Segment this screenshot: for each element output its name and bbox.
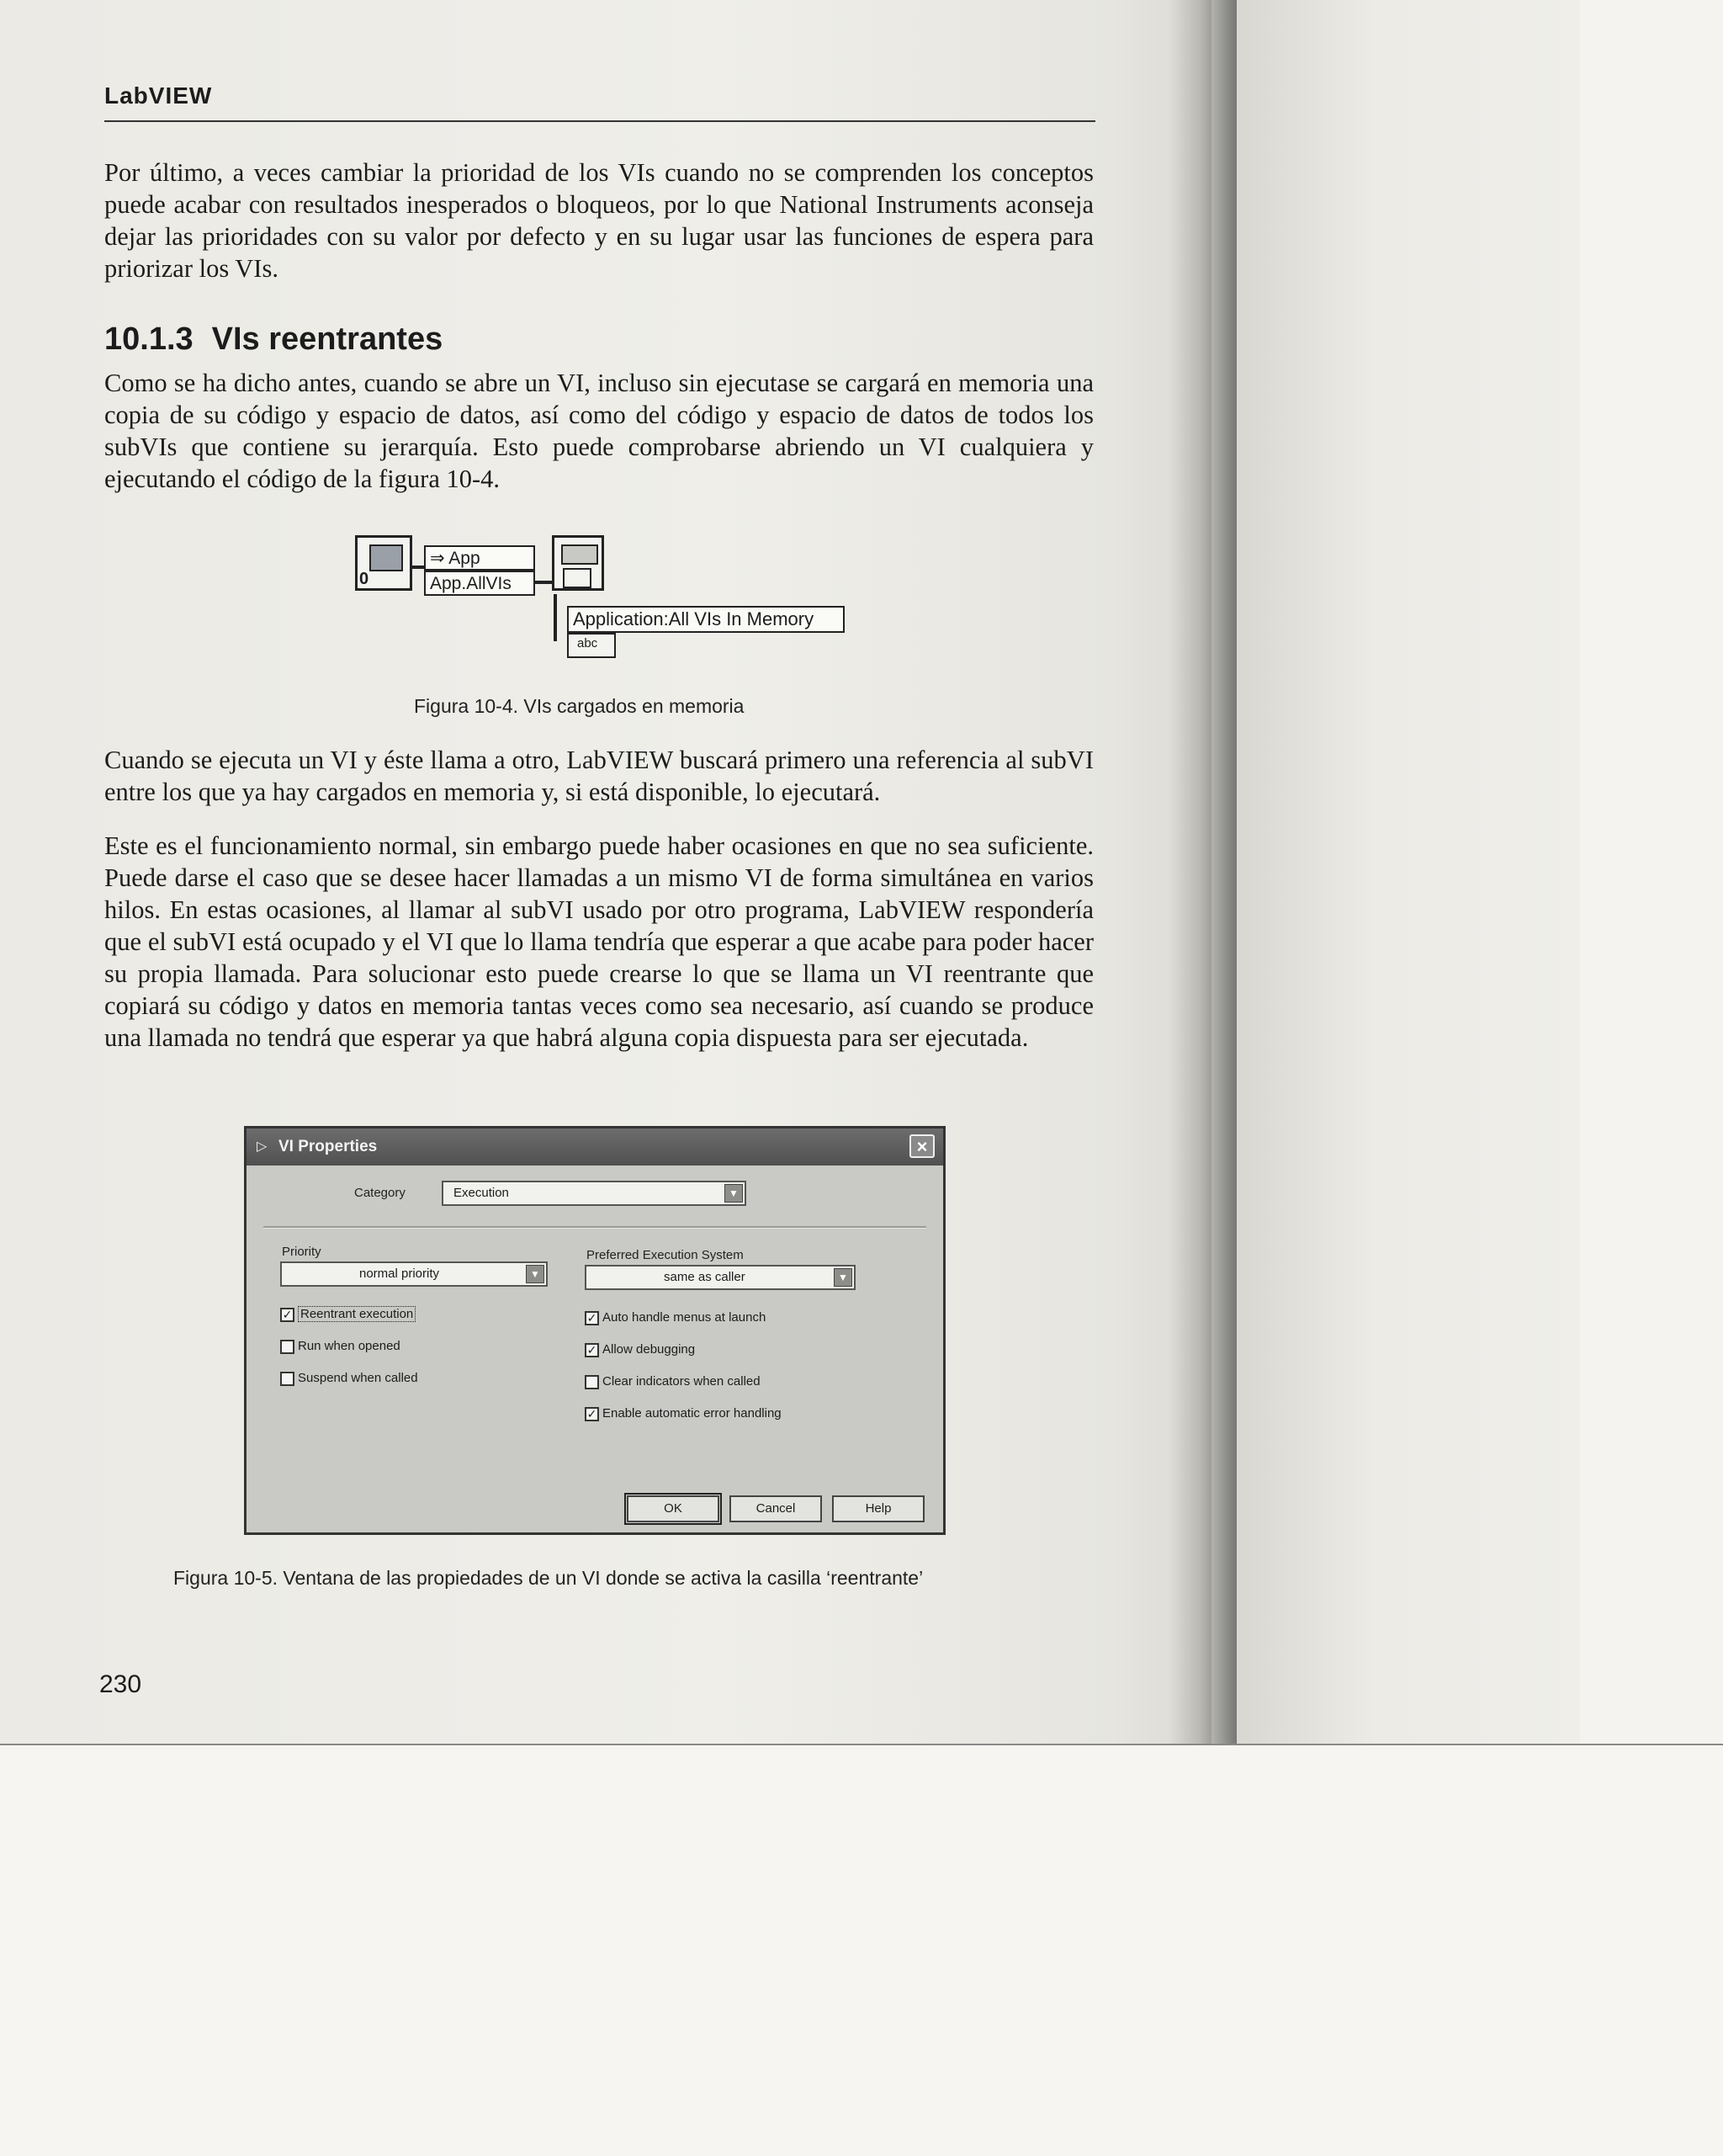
checkbox-label: Run when opened [298,1339,400,1354]
checkbox-checked-icon: ✓ [585,1311,599,1325]
open-application-reference-node [355,535,412,591]
category-dropdown[interactable] [442,1181,746,1206]
execution-system-dropdown[interactable] [585,1265,856,1290]
checkbox-empty-icon [280,1372,294,1386]
close-glyph-icon [563,568,591,588]
checkbox-empty-icon [585,1375,599,1389]
reentrant-execution-checkbox[interactable] [280,1305,416,1324]
numeric-constant: 0 [359,570,369,588]
section-heading [104,321,443,358]
suspend-when-called-checkbox[interactable] [280,1369,418,1388]
enable-error-handling-checkbox[interactable] [585,1405,782,1423]
clear-indicators-checkbox[interactable] [585,1373,761,1391]
figure-10-4-diagram [355,535,851,661]
property-node-allvis [424,571,535,596]
priority-dropdown[interactable] [280,1261,548,1287]
run-when-opened-checkbox[interactable] [280,1337,400,1356]
dialog-close-button[interactable]: × [909,1134,935,1158]
running-head: LabVIEW [104,82,213,109]
allow-debugging-checkbox[interactable] [585,1341,695,1359]
priority-label: Priority [282,1245,321,1259]
auto-handle-menus-checkbox[interactable] [585,1309,766,1327]
close-ref-icon [561,544,598,565]
checkbox-label: Reentrant execution [298,1306,416,1322]
page-number: 230 [99,1670,142,1698]
category-label: Category [354,1186,406,1200]
section-number: 10.1.3 [104,321,194,357]
figure-10-4-caption: Figura 10-4. VIs cargados en memoria [414,695,745,717]
checkbox-label: Allow debugging [602,1342,696,1357]
vi-properties-dialog [244,1126,946,1535]
close-reference-node [552,535,604,591]
category-value: Execution [453,1186,509,1200]
wire-2 [535,581,552,584]
checkbox-checked-icon: ✓ [585,1343,599,1357]
checkbox-label: Clear indicators when called [602,1374,761,1389]
checkbox-empty-icon [280,1340,294,1354]
allvis-label: App.AllVIs [430,574,512,593]
app-ref-icon [369,544,403,571]
header-rule [104,120,1095,122]
chevron-down-icon[interactable]: ▼ [526,1265,544,1283]
facing-page [1237,0,1580,1744]
checkbox-checked-icon: ✓ [280,1308,294,1322]
help-button[interactable]: Help [832,1495,925,1522]
chevron-down-icon[interactable]: ▼ [834,1268,852,1287]
dialog-separator [263,1226,926,1229]
app-ref-label: App [448,549,480,568]
wire-3 [554,594,557,641]
dialog-title: VI Properties [278,1138,378,1155]
ok-button[interactable]: OK [627,1495,719,1522]
scan-background [0,1744,1723,2156]
chevron-down-icon[interactable]: ▼ [724,1184,743,1203]
paragraph-1: Por último, a veces cambiar la prioridad de los VIs cuando no se comprenden los conceptos puede acabar con resultados inesperados o bloqueos, por lo que National Instruments aconseja dejar las prioridades con su valor por defecto y en su lugar usar las funciones de espera para priorizar los VIs. [104,158,1094,283]
cancel-button[interactable]: Cancel [729,1495,822,1522]
paragraph-3: Cuando se ejecuta un VI y éste llama a otro, LabVIEW buscará primero una referencia al subVI entre los que ya hay cargados en memoria y, si está disponible, lo ejecutará. [104,746,1094,806]
abc-indicator-label: abc [577,636,598,651]
execution-system-label: Preferred Execution System [586,1248,744,1262]
paragraph-4: Este es el funcionamiento normal, sin embargo puede haber ocasiones en que no sea suficiente. Puede darse el caso que se desee hacer llamadas a un mismo VI de forma simultánea en varios hilos. En estas ocasiones, al llamar al subVI usado por otro programa, LabVIEW respondería que el subVI está ocupado y el VI que lo llama tendría que esperar a que acabe para poder hacer su propia llamada. Para solucionar esto puede crearse lo que se llama un VI reentrante que copiará su código y datos en memoria tantas veces como sea necesario, así cuando se produce una llamada no tendrá que esperar ya que habrá alguna copia dispuesta para ser ejecutada. [104,831,1094,1052]
ref-arrow-icon: ⇒ [430,549,449,568]
checkbox-checked-icon: ✓ [585,1407,599,1421]
string-array-indicator [567,633,616,658]
dialog-titlebar[interactable] [247,1128,943,1166]
checkbox-label: Auto handle menus at launch [602,1310,766,1325]
checkbox-label: Enable automatic error handling [602,1406,782,1421]
wire-1 [412,566,424,569]
paragraph-2: Como se ha dicho antes, cuando se abre un VI, incluso sin ejecutase se cargará en memoria una copia de su código y espacio de datos, así como del código y espacio de datos de todos los subVIs que contiene su jerarquía. Esto puede comprobarse abriendo un VI cualquiera y ejecutando el código de la figura 10-4. [104,369,1094,493]
property-node-app [424,545,535,571]
checkbox-label: Suspend when called [298,1371,418,1386]
dialog-app-icon: ▷ [257,1139,268,1154]
array-indicator-label: Application:All VIs In Memory [567,606,845,633]
execution-system-value: same as caller [664,1270,745,1284]
figure-10-5-caption: Figura 10-5. Ventana de las propiedades de un VI donde se activa la casilla ‘reentrante’ [173,1567,924,1589]
priority-value: normal priority [359,1267,440,1281]
section-title: VIs reentrantes [211,321,443,357]
